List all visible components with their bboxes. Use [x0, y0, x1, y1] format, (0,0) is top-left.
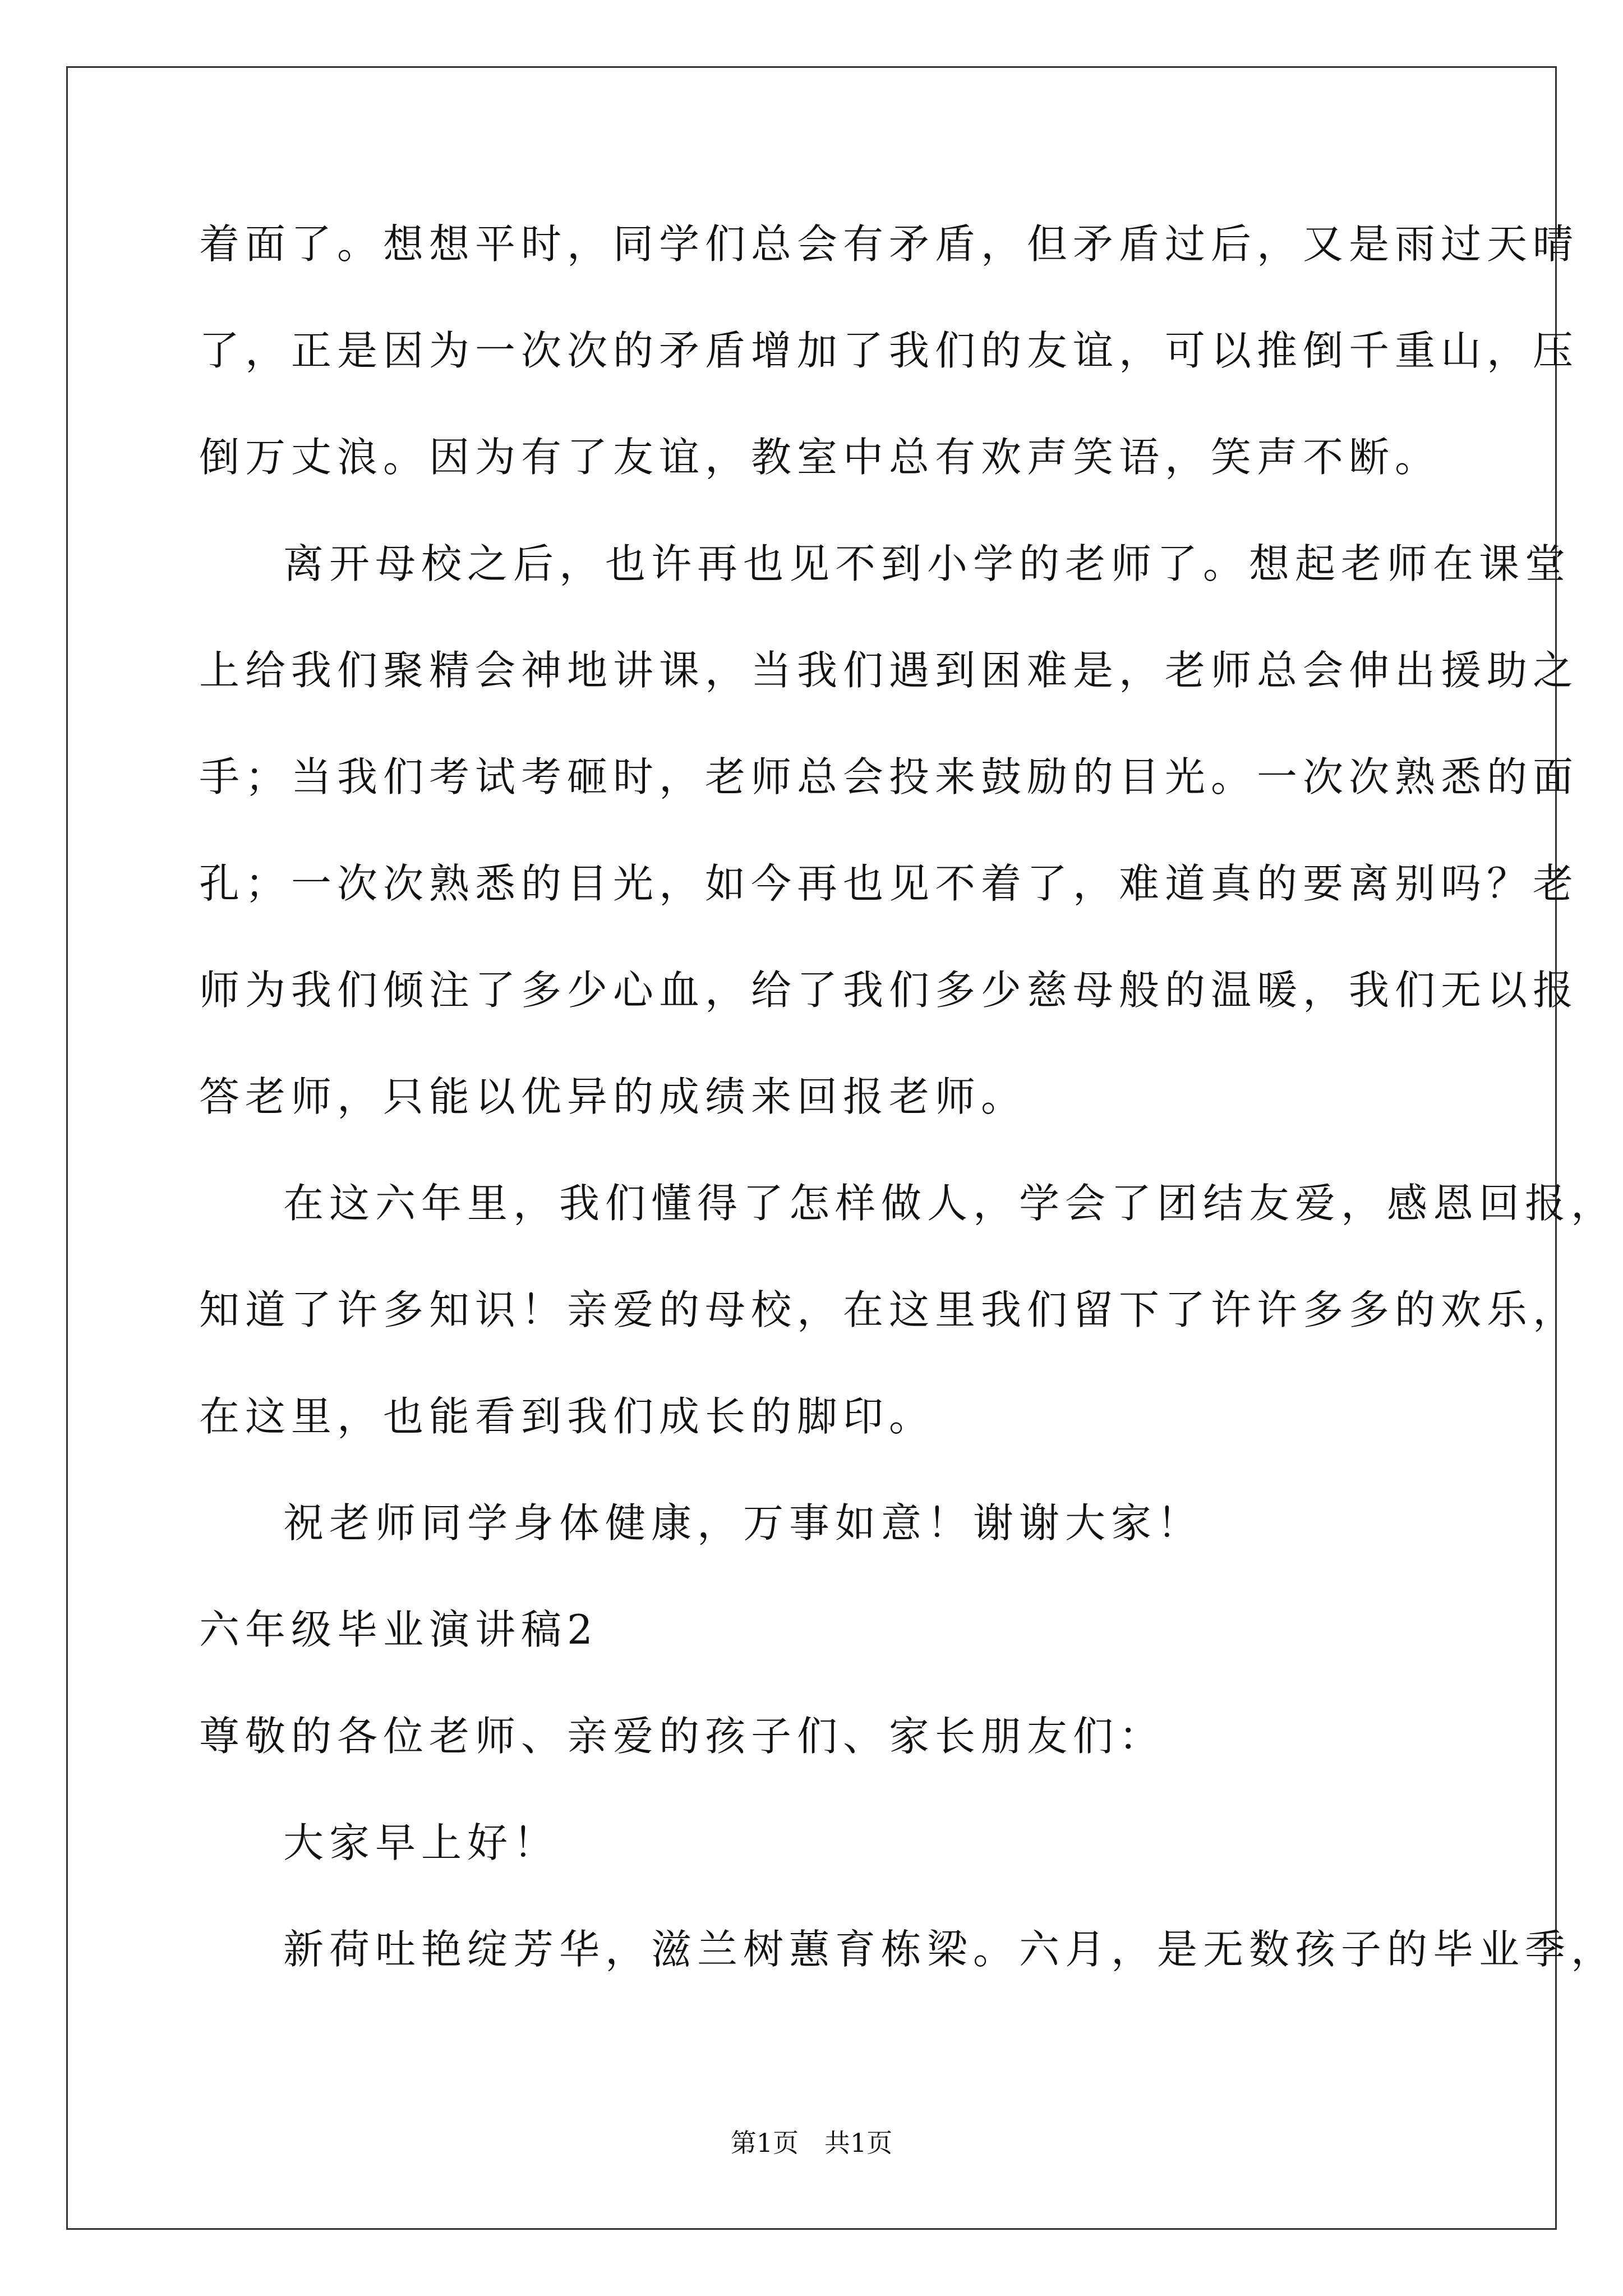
section-title: 六年级毕业演讲稿2 [199, 1606, 598, 1653]
paragraph-line: 新荷吐艳绽芳华，滋兰树蕙育栋梁。六月，是无数孩子的毕业季， [283, 1926, 1617, 1973]
paragraph-line: 着面了。想想平时，同学们总会有矛盾，但矛盾过后，又是雨过天晴 [199, 220, 1579, 268]
greeting: 大家早上好！ [283, 1819, 560, 1866]
paragraph-line: 上给我们聚精会神地讲课，当我们遇到困难是，老师总会伸出援助之 [199, 647, 1579, 694]
paragraph-line: 知道了许多知识！亲爱的母校，在这里我们留下了许许多多的欢乐， [199, 1286, 1579, 1333]
paragraph-line: 在这六年里，我们懂得了怎样做人，学会了团结友爱，感恩回报， [283, 1180, 1617, 1227]
paragraph-line: 手；当我们考试考砸时，老师总会投来鼓励的目光。一次次熟悉的面 [199, 753, 1579, 800]
paragraph-line: 离开母校之后，也许再也见不到小学的老师了。想起老师在课堂 [283, 540, 1571, 587]
paragraph-line: 在这里，也能看到我们成长的脚印。 [199, 1393, 935, 1440]
salutation: 尊敬的各位老师、亲爱的孩子们、家长朋友们： [199, 1713, 1165, 1760]
paragraph-line: 孔；一次次熟悉的目光，如今再也见不着了，难道真的要离别吗？老 [199, 860, 1579, 907]
paragraph-line: 师为我们倾注了多少心血，给了我们多少慈母般的温暖，我们无以报 [199, 967, 1579, 1014]
paragraph-line: 祝老师同学身体健康，万事如意！谢谢大家！ [283, 1499, 1204, 1547]
page-border [66, 66, 1557, 2230]
paragraph-line: 倒万丈浪。因为有了友谊，教室中总有欢声笑语，笑声不断。 [199, 434, 1441, 481]
paragraph-line: 答老师，只能以优异的成绩来回报老师。 [199, 1073, 1027, 1120]
paragraph-line: 了，正是因为一次次的矛盾增加了我们的友谊，可以推倒千重山，压 [199, 327, 1579, 374]
page-number: 第1页 共1页 [730, 2128, 893, 2158]
